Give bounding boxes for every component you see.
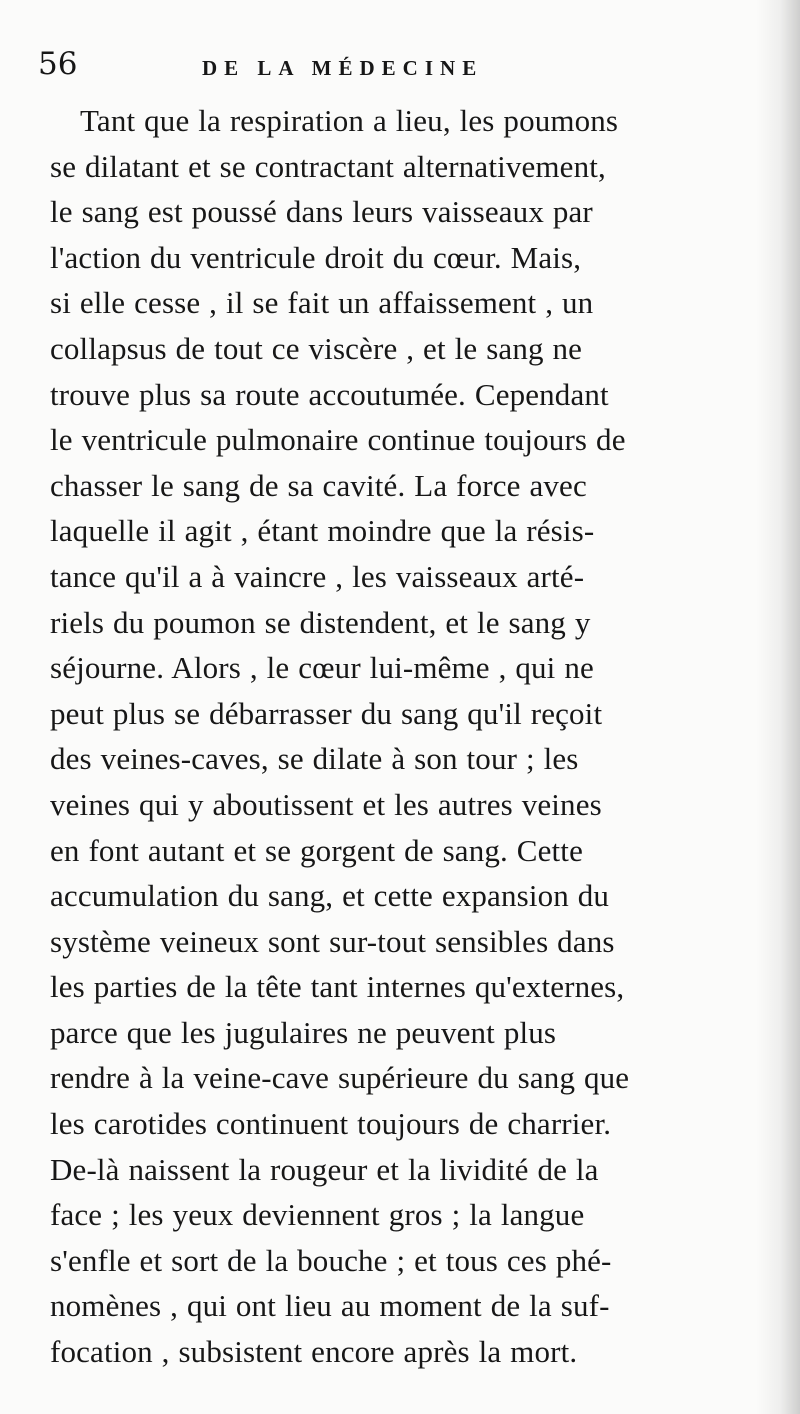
page-text [50,98,760,1375]
text-line: peut plus se débarrasser du sang qu'il reçoit [50,695,603,731]
text-line: le ventricule pulmonaire continue toujours de [50,422,626,458]
text-line: tance qu'il a à vaincre , les vaisseaux arté- [50,558,585,594]
text-line: parce que les jugulaires ne peuvent plus [50,1014,557,1050]
text-line: les parties de la tête tant internes qu'externes, [50,969,625,1005]
text-line: accumulation du sang, et cette expansion du [50,878,610,914]
text-line: le sang est poussé dans leurs vaisseaux par [50,194,593,230]
text-line: se dilatant et se contractant alternativement, [50,148,606,184]
text-line: De-là naissent la rougeur et la lividité de la [50,1151,599,1187]
text-line: les carotides continuent toujours de charrier. [50,1106,612,1142]
text-line: chasser le sang de sa cavité. La force avec [50,467,587,503]
text-line: l'action du ventricule droit du cœur. Mais, [50,239,582,275]
text-line: des veines-caves, se dilate à son tour ; les [50,741,579,777]
page-number: 56 [38,46,78,82]
text-line: collapsus de tout ce viscère , et le sang ne [50,330,583,366]
text-line: trouve plus sa route accoutumée. Cependant [50,376,609,412]
text-line: veines qui y aboutissent et les autres veines [50,786,602,822]
text-line: nomènes , qui ont lieu au moment de la suf- [50,1288,610,1324]
text-line: s'enfle et sort de la bouche ; et tous ces phé- [50,1242,612,1278]
text-line: Tant que la respiration a lieu, les poumons [80,103,619,138]
text-line: face ; les yeux deviennent gros ; la langue [50,1197,585,1233]
text-line: rendre à la veine-cave supérieure du sang que [50,1060,630,1096]
text-line: séjourne. Alors , le cœur lui-même , qui ne [50,650,594,686]
text-line: laquelle il agit , étant moindre que la résis- [50,513,595,549]
text-line: système veineux sont sur-tout sensibles dans [50,923,615,959]
text-line: focation , subsistent encore après la mort. [50,1334,578,1370]
text-line: en font autant et se gorgent de sang. Cette [50,832,583,868]
text-line: riels du poumon se distendent, et le sang y [50,604,591,640]
running-head: DE LA MÉDECINE [202,56,484,80]
text-line: si elle cesse , il se fait un affaissement , un [50,285,594,321]
